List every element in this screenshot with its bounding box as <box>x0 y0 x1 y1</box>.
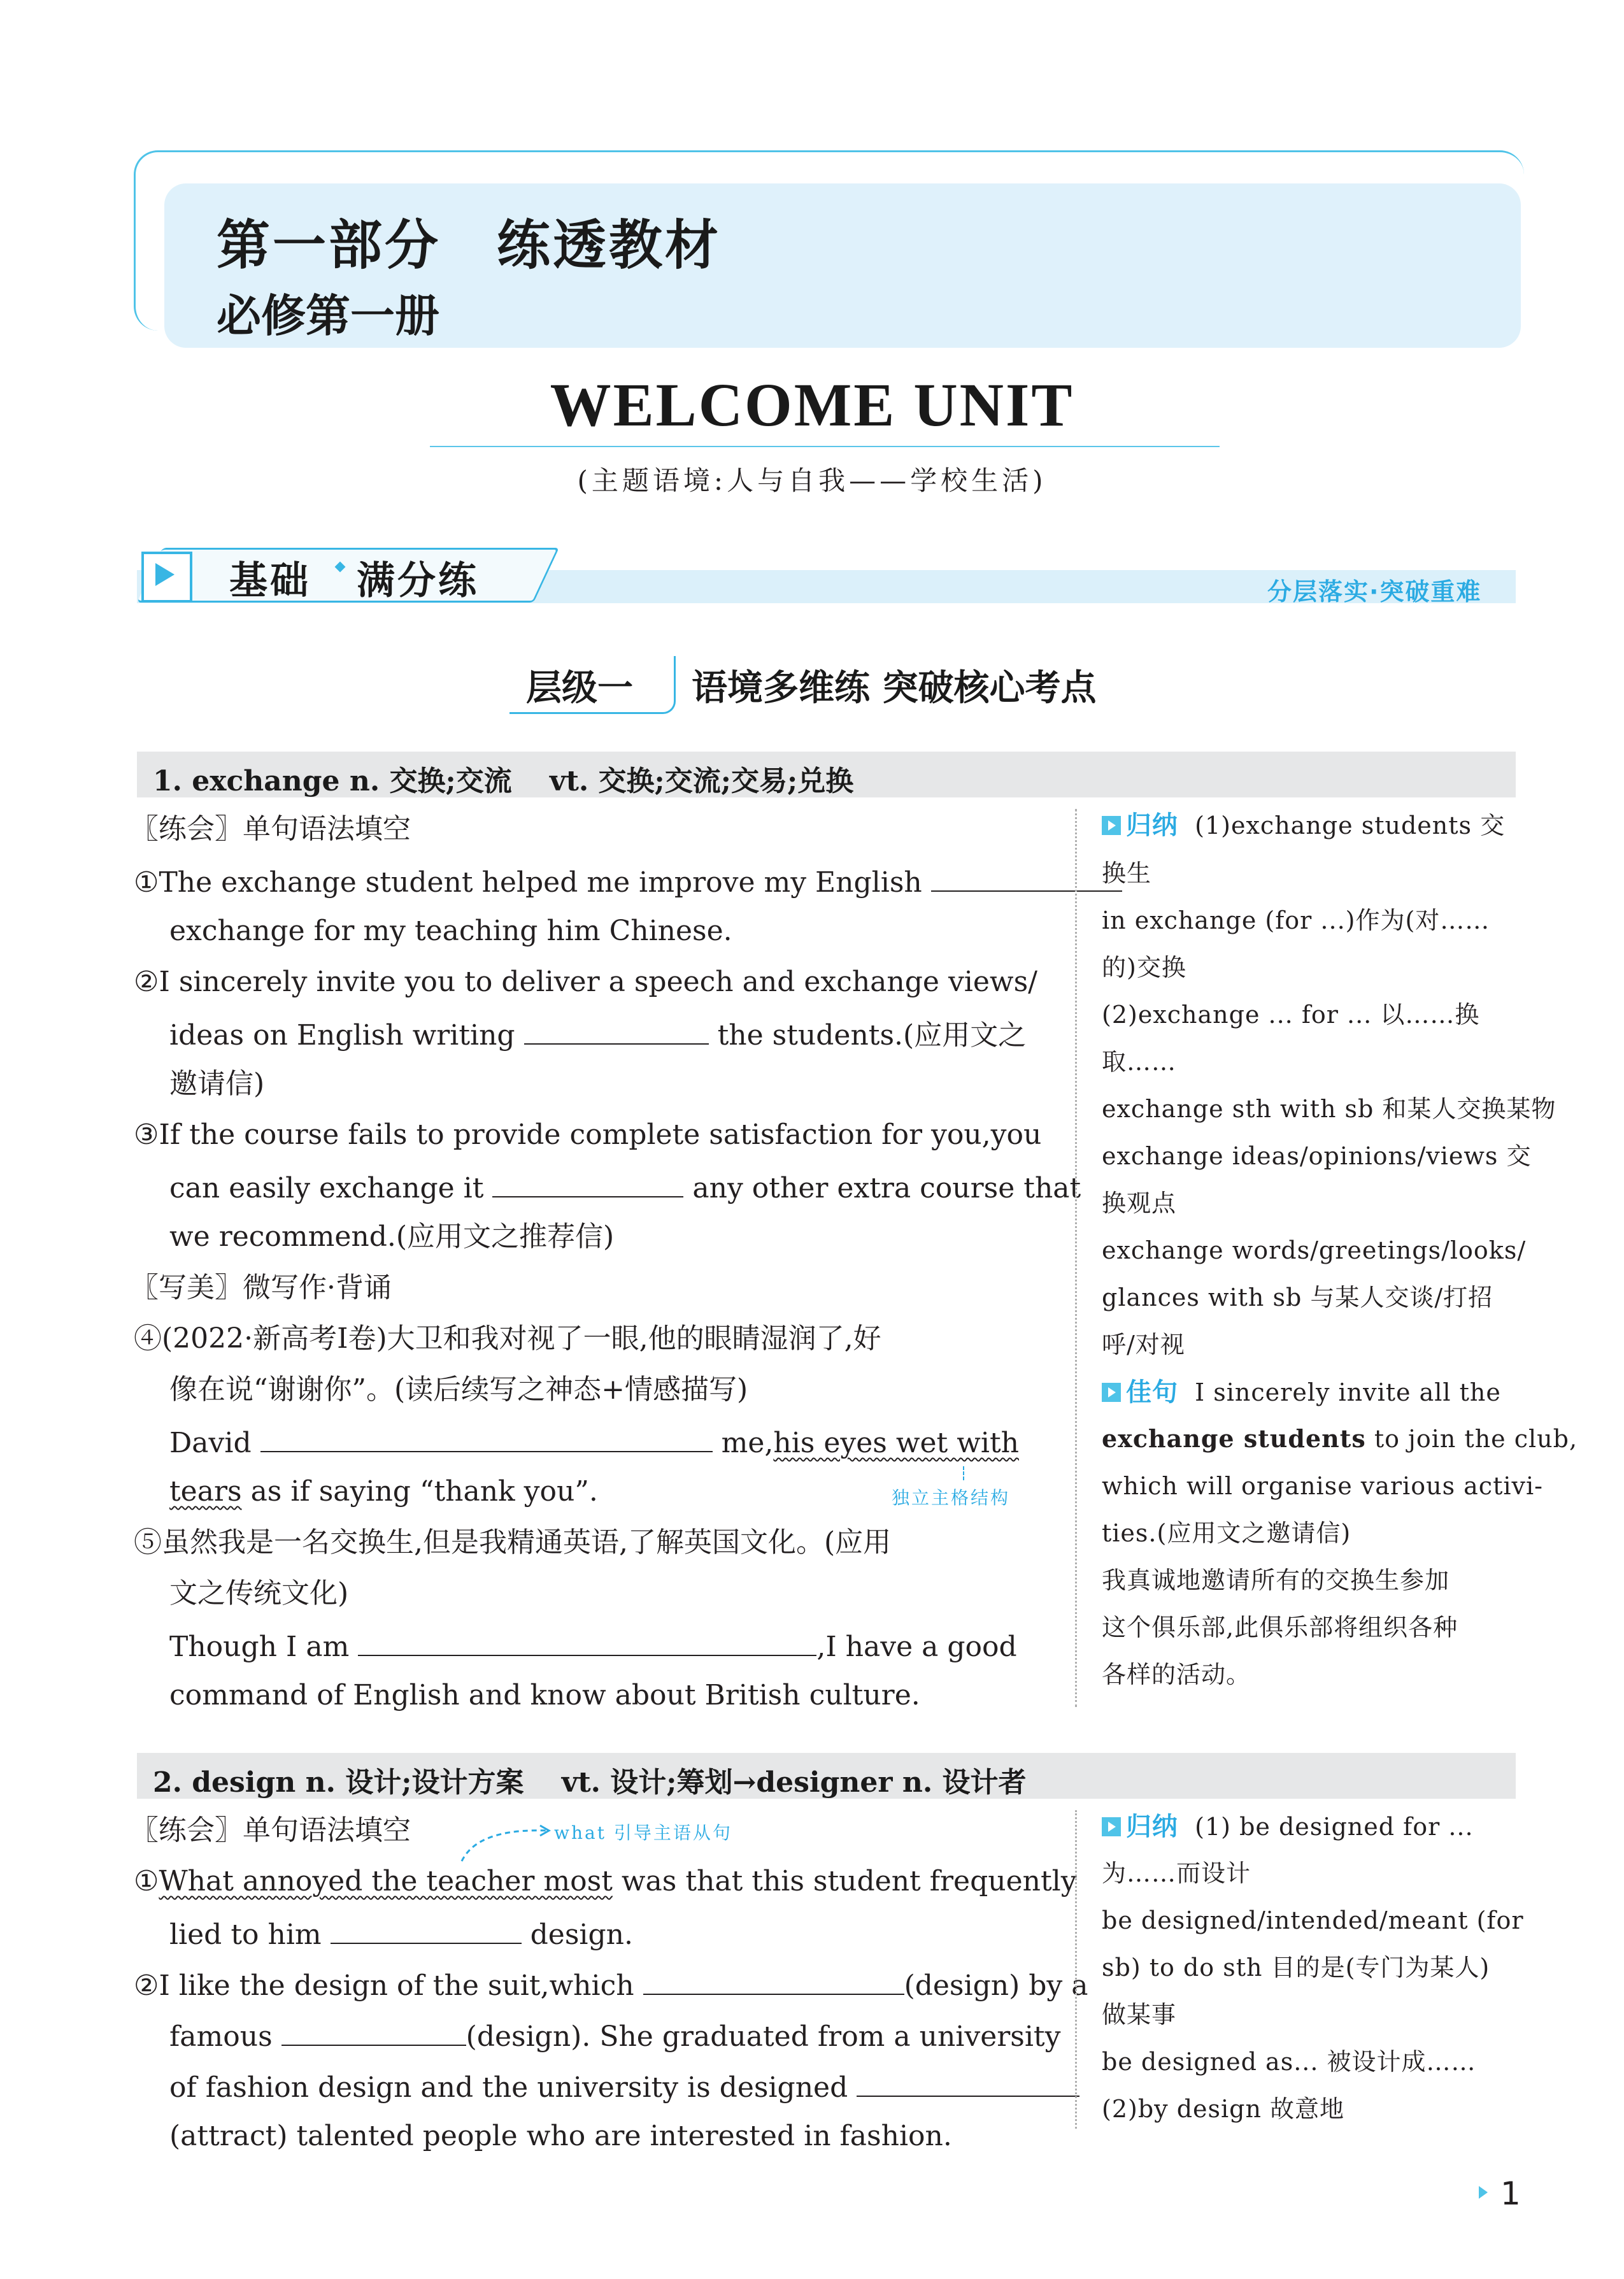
page-marker-icon <box>1479 2186 1488 2199</box>
unit-title: WELCOME UNIT <box>550 371 1074 439</box>
summary-2-line-3: be designed/intended/meant (for <box>1102 1906 1524 1934</box>
summary-2-line-7: (2)by design 故意地 <box>1102 2095 1345 2123</box>
unit-title-rule <box>430 446 1220 447</box>
q4-structure-note: 独立主格结构 <box>892 1487 1011 1508</box>
vocab-design-heading: 2. design n. 设计;设计方案 vt. 设计;筹划→designer n. 设计者 <box>153 1766 1027 1799</box>
summary-1-line-6: 取…… <box>1102 1048 1177 1076</box>
good-sentence-line-6: 这个俱乐部,此俱乐部将组织各种 <box>1102 1613 1458 1641</box>
q5-line-b: 文之传统文化) <box>169 1577 349 1610</box>
q5-line-d: command of English and know about British culture. <box>169 1679 920 1711</box>
design-q1-line-a: ①What annoyed the teacher most was that this student frequently <box>134 1865 1077 1897</box>
level-label: 层级一 <box>526 668 633 709</box>
design-q1-line-b: lied to him design. <box>169 1918 633 1951</box>
section-title-a: 基础 <box>229 559 311 603</box>
book-title: 必修第一册 <box>217 290 439 342</box>
vocab-exchange-heading: 1. exchange n. 交换;交流 vt. 交换;交流;交易;兑换 <box>153 765 854 797</box>
q1-line-b: exchange for my teaching him Chinese. <box>169 915 732 947</box>
section-subtitle: 分层落实·突破重难 <box>1267 578 1482 606</box>
good-sentence-tag-icon <box>1102 1383 1121 1402</box>
section-title-b: 满分练 <box>357 559 479 603</box>
good-sentence-line-5: 我真诚地邀请所有的交换生参加 <box>1102 1566 1450 1594</box>
summary-2: 归纳 (1) be designed for ... <box>1102 1814 1474 1840</box>
write-label: 〖写美〗微写作·背诵 <box>131 1271 392 1304</box>
unit-theme: (主题语境:人与自我——学校生活) <box>577 465 1047 496</box>
part-title: 第一部分 练透教材 <box>217 214 722 276</box>
summary-2-line-4: sb) to do sth 目的是(专门为某人) <box>1102 1954 1490 1982</box>
q3-line-c: we recommend.(应用文之推荐信) <box>169 1220 615 1253</box>
summary-1-line-7: exchange sth with sb 和某人交换某物 <box>1102 1095 1556 1123</box>
column-divider-1 <box>1075 809 1077 1707</box>
level-title: 语境多维练 突破核心考点 <box>692 668 1097 709</box>
what-clause-arrow <box>459 1822 554 1866</box>
q4-line-a: ④(2022·新高考Ⅰ卷)大卫和我对视了一眼,他的眼睛湿润了,好 <box>134 1322 881 1355</box>
summary-1-line-9: 换观点 <box>1102 1189 1177 1217</box>
good-sentence-line-3: which will organise various activi- <box>1102 1472 1543 1500</box>
summary-1-line-5: (2)exchange ... for ... 以……换 <box>1102 1001 1480 1029</box>
summary-2-tag-icon <box>1102 1817 1121 1836</box>
summary-1-line-11: glances with sb 与某人交谈/打招 <box>1102 1283 1493 1311</box>
practice-label: 〖练会〗单句语法填空 <box>131 813 411 845</box>
q4-line-b: 像在说“谢谢你”。(读后续写之神态+情感描写) <box>169 1373 748 1406</box>
q5-line-c: Though I am ,I have a good <box>169 1631 1017 1663</box>
q2-line-b: ideas on English writing the students.(应用文之 <box>169 1019 1027 1052</box>
good-sentence-line-2: exchange students to join the club, <box>1102 1424 1578 1453</box>
summary-tag-icon <box>1102 816 1121 835</box>
q5-line-a: ⑤虽然我是一名交换生,但是我精通英语,了解英国文化。(应用 <box>134 1526 892 1559</box>
q4-note-pointer <box>963 1466 965 1480</box>
summary-1-line-8: exchange ideas/opinions/views 交 <box>1102 1142 1532 1170</box>
column-divider-2 <box>1075 1810 1077 2129</box>
summary-2-line-2: 为……而设计 <box>1102 1859 1251 1887</box>
q1-line-a: ①The exchange student helped me improve my English <box>134 866 1122 897</box>
good-sentence: 佳句 I sincerely invite all the <box>1102 1380 1501 1405</box>
design-q2-line-c: of fashion design and the university is designed <box>169 2071 1079 2102</box>
q2-line-a: ②I sincerely invite you to deliver a speech and exchange views/ <box>134 966 1037 998</box>
good-sentence-line-7: 各样的活动。 <box>1102 1661 1251 1689</box>
section-play-triangle-icon <box>155 563 175 586</box>
what-clause-note: what 引导主语从句 <box>554 1822 732 1843</box>
q4-line-d: tears as if saying “thank you”. <box>169 1475 598 1508</box>
summary-2-line-6: be designed as... 被设计成…… <box>1102 2048 1476 2076</box>
q3-line-a: ③If the course fails to provide complete satisfaction for you,you <box>134 1118 1042 1151</box>
design-q2-line-a: ②I like the design of the suit,which (design) by a <box>134 1969 1088 2002</box>
summary-1: 归纳 (1)exchange students 交 <box>1102 813 1505 838</box>
q4-line-c: David me,his eyes wet with <box>169 1427 1019 1459</box>
q2-line-c: 邀请信) <box>169 1068 265 1100</box>
practice-label-2: 〖练会〗单句语法填空 <box>131 1814 411 1847</box>
summary-2-line-5: 做某事 <box>1102 2001 1177 2029</box>
summary-1-line-4: 的)交换 <box>1102 954 1186 982</box>
q3-line-b: can easily exchange it any other extra course that <box>169 1172 1081 1204</box>
design-q2-line-d: (attract) talented people who are interested in fashion. <box>169 2120 952 2152</box>
summary-1-line-2: 换生 <box>1102 859 1152 887</box>
good-sentence-line-4: ties.(应用文之邀请信) <box>1102 1519 1351 1547</box>
summary-1-line-10: exchange words/greetings/looks/ <box>1102 1236 1527 1264</box>
section-band-tab <box>137 548 559 603</box>
design-q2-line-b: famous (design). She graduated from a university <box>169 2020 1061 2053</box>
summary-1-line-12: 呼/对视 <box>1102 1331 1185 1359</box>
summary-1-line-3: in exchange (for ...)作为(对…… <box>1102 906 1490 934</box>
page-number: 1 <box>1500 2175 1521 2212</box>
